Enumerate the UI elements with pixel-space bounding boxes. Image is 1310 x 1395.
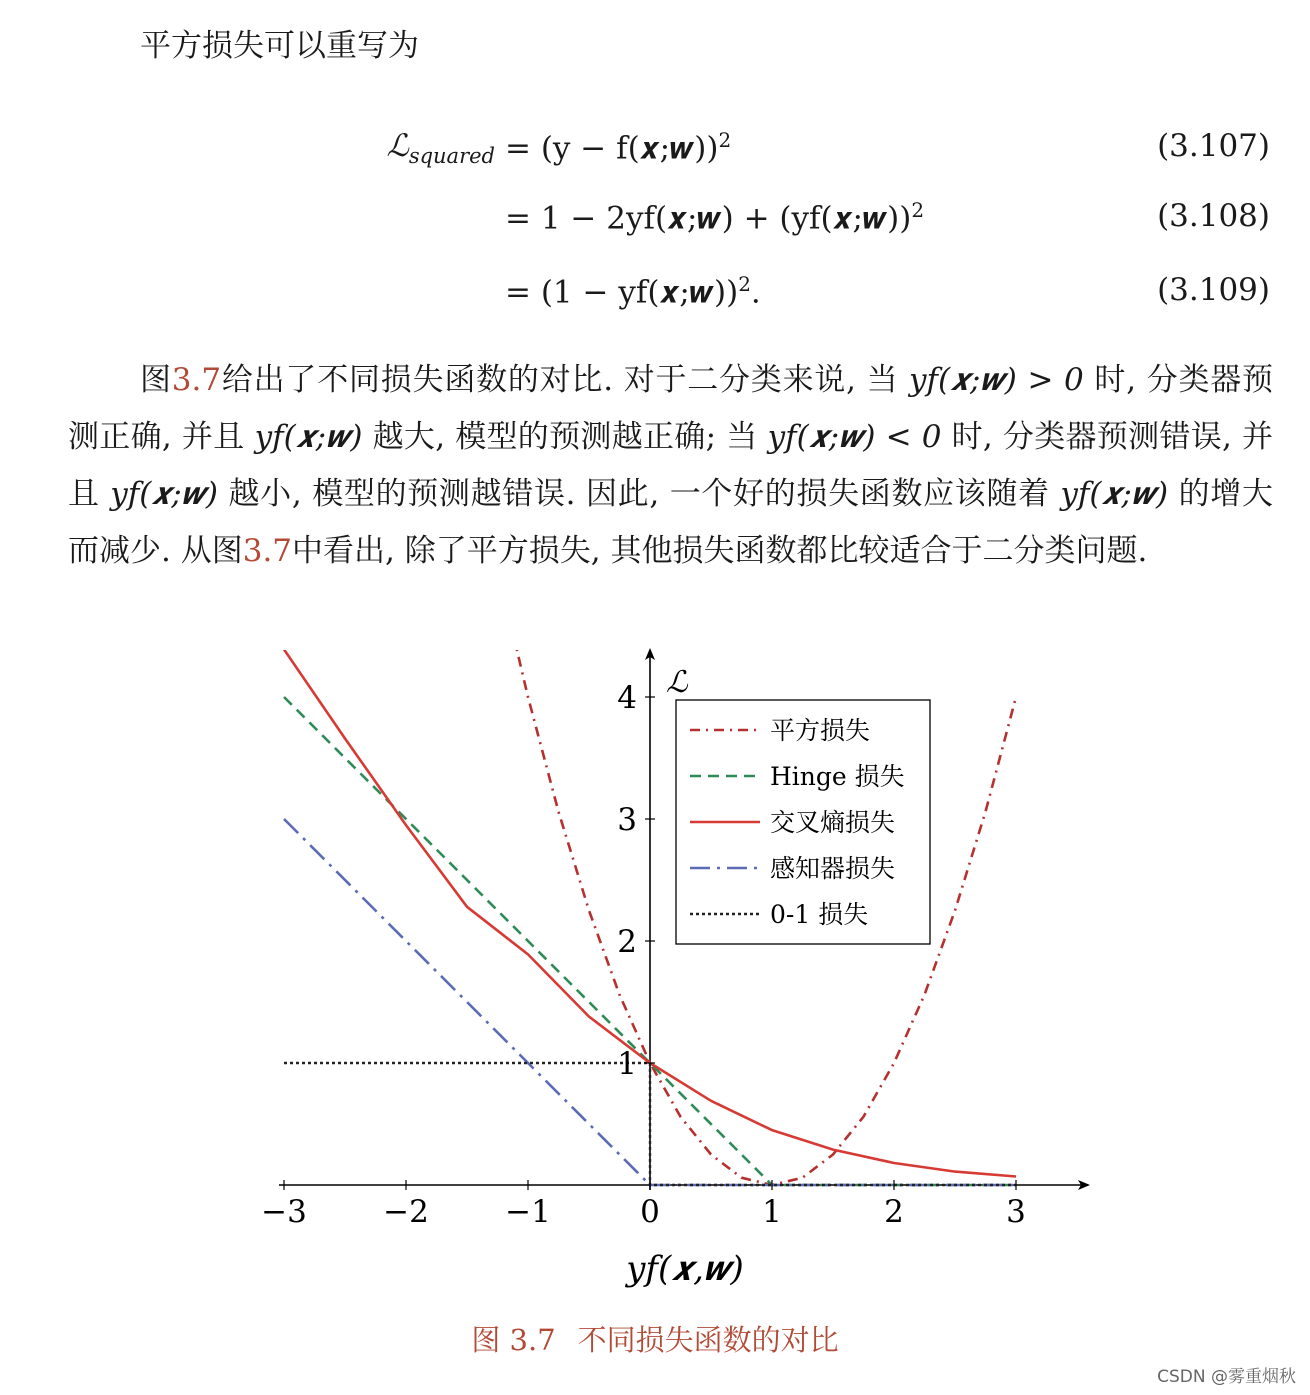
equation-number: (3.107) xyxy=(1157,128,1270,164)
equation-rhs: = (y − f(𝒙;𝒘))$^2$ xyxy=(505,128,732,167)
legend-label: 交叉熵损失 xyxy=(770,808,896,837)
figure-ref-link[interactable]: 3.7 xyxy=(242,533,293,569)
x-tick-label: −3 xyxy=(261,1194,307,1230)
x-tick-label: −1 xyxy=(505,1194,551,1230)
figure-ref-link[interactable]: 3.7 xyxy=(171,362,222,398)
equation-3-107 xyxy=(0,118,1310,178)
body-paragraph: 图3.7给出了不同损失函数的对比. 对于二分类来说, 当 yf(𝒙;𝒘) > 0 时, 分类器预测正确, 并且 yf(𝒙;𝒘) 越大, 模型的预测越正确; 当 yf(𝒙;𝒘) < 0 时, 分类器预测错误, 并且 yf(𝒙;𝒘) 越小, 模型的预测越错误. 因此, 一个好的损失函数应该随着 yf(𝒙;𝒘) 的增大而减少. 从图3.7中看出, 除了平方损失, 其他损失函数都比较适合于二分类问题. xyxy=(68,362,1274,569)
equation-rhs: = 1 − 2yf(𝒙;𝒘) + (yf(𝒙;𝒘))$^2$ xyxy=(505,198,925,237)
loss-chart xyxy=(0,640,1310,1300)
y-axis-label: ℒ xyxy=(666,665,688,700)
y-tick-label: 4 xyxy=(617,680,637,716)
series-line xyxy=(284,1063,1016,1185)
x-tick-label: 1 xyxy=(762,1194,782,1230)
x-tick-label: 3 xyxy=(1006,1194,1026,1230)
equation-number: (3.109) xyxy=(1157,272,1270,308)
legend-label: Hinge 损失 xyxy=(770,762,905,791)
legend-label: 感知器损失 xyxy=(770,854,896,883)
x-tick-label: 0 xyxy=(640,1194,660,1230)
legend-label: 0-1 损失 xyxy=(770,900,869,929)
intro-text: 平方损失可以重写为 xyxy=(140,28,419,64)
x-tick-label: −2 xyxy=(383,1194,429,1230)
equation-lhs: ℒ$_{squared}$ xyxy=(386,128,495,169)
watermark: CSDN @雾重烟秋 xyxy=(1157,1367,1296,1387)
y-tick-label: 2 xyxy=(617,924,637,960)
y-tick-label: 1 xyxy=(617,1046,637,1082)
equation-rhs: = (1 − yf(𝒙;𝒘))$^2$. xyxy=(505,272,761,311)
legend-label: 平方损失 xyxy=(770,716,871,745)
equation-3-109 xyxy=(0,262,1310,322)
y-tick-label: 3 xyxy=(617,802,637,838)
x-tick-label: 2 xyxy=(884,1194,904,1230)
x-axis-label: yf(𝒙,𝒘) xyxy=(626,1249,744,1289)
chart-legend xyxy=(676,700,930,944)
equation-3-108 xyxy=(0,188,1310,248)
loss-comparison-figure xyxy=(0,640,1310,1300)
figure-caption: 图 3.7 不同损失函数的对比 xyxy=(471,1323,839,1357)
equation-number: (3.108) xyxy=(1157,198,1270,234)
